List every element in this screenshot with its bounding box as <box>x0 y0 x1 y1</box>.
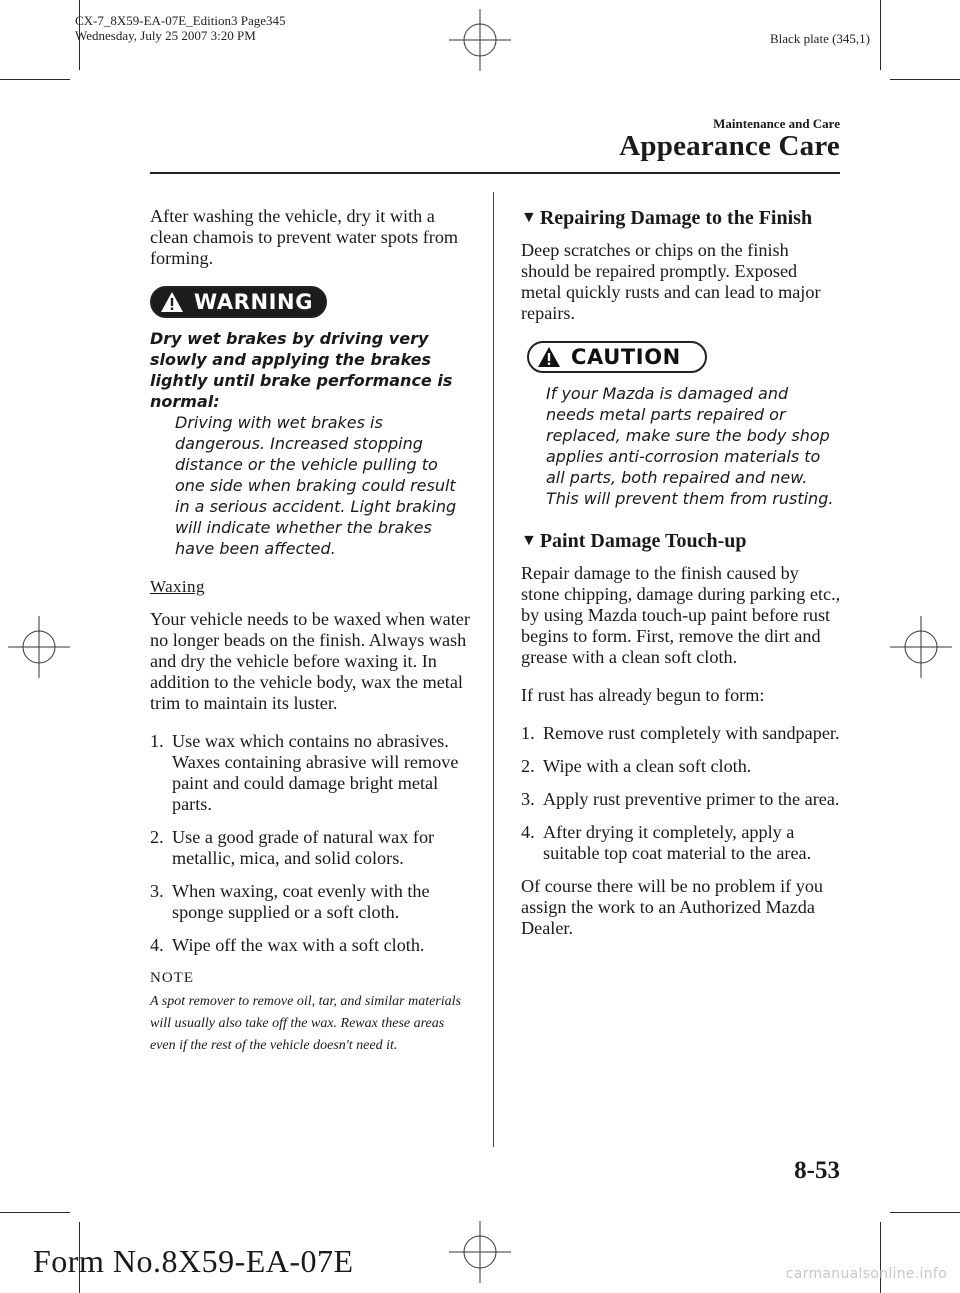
crop-mark <box>0 79 70 80</box>
list-item: 2. Use a good grade of natural wax for metallic, mica, and solid colors. <box>150 827 435 868</box>
page-number: 8-53 <box>794 1157 840 1184</box>
list-item: 4. After drying it completely, apply a suitable top coat material to the area. <box>521 822 812 863</box>
plate-info: Black plate (345,1) <box>770 31 870 46</box>
header-rule <box>150 172 840 174</box>
waxing-steps <box>150 731 470 956</box>
list-item: 2. Wipe with a clean soft cloth. <box>521 756 752 776</box>
column-divider <box>493 192 494 1147</box>
note-text: A spot remover to remove oil, tar, and similar materials will usually also take off the wax. Rewax these areas even if the rest of the vehicle doesn't need it. <box>150 994 461 1053</box>
list-item: 1. Remove rust completely with sandpaper. <box>521 723 840 743</box>
caution-badge <box>527 341 707 373</box>
section-label: Maintenance and Care <box>713 116 840 131</box>
touchup-heading <box>521 529 841 553</box>
warning-heading: Dry wet brakes by driving very slowly and applying the brakes lightly until brake performance is normal: <box>150 329 453 411</box>
repair-title: Repairing Damage to the Finish <box>539 207 813 229</box>
triangle-marker-icon: ▼ <box>521 532 537 549</box>
watermark: carmanualsonline.info <box>785 1266 947 1282</box>
triangle-marker-icon: ▼ <box>521 209 537 226</box>
rust-steps <box>521 723 841 864</box>
touchup-paragraph: Repair damage to the finish caused by stone chipping, damage during parking etc., by using Mazda touch-up paint before rust begins to form. First, remove the dirt and grease with a clean soft cloth. <box>521 563 841 667</box>
page-title: Appearance Care <box>619 130 840 162</box>
file-info <box>75 13 286 43</box>
registration-mark-icon <box>890 616 952 678</box>
crop-mark <box>890 79 960 80</box>
crop-mark <box>890 1212 960 1213</box>
caution-triangle-icon <box>537 346 561 368</box>
right-column <box>521 206 841 939</box>
caution-box <box>521 341 841 373</box>
left-column <box>150 206 470 1057</box>
repair-heading <box>521 206 841 230</box>
list-item: 3. When waxing, coat evenly with the sponge supplied or a soft cloth. <box>150 881 430 922</box>
file-name-line: CX-7_8X59-EA-07E_Edition3 Page345 <box>75 13 286 28</box>
crop-mark <box>0 1212 70 1213</box>
registration-mark-icon <box>449 1221 511 1283</box>
warning-triangle-icon <box>160 291 184 313</box>
registration-mark-icon <box>449 9 511 71</box>
note-label: NOTE <box>150 970 194 986</box>
caution-body: If your Mazda is damaged and needs metal parts repaired or replaced, make sure the body shop applies anti-corrosion materials to all parts, both repaired and new. This will prevent them from rusting. <box>546 384 834 508</box>
waxing-heading: Waxing <box>150 577 205 596</box>
crop-mark <box>880 1222 881 1293</box>
warning-badge <box>150 286 327 318</box>
form-number: Form No.8X59-EA-07E <box>33 1243 354 1279</box>
warning-body: Driving with wet brakes is dangerous. Increased stopping distance or the vehicle pulling to one side when braking could result in a serious accident. Light braking will indicate whether the brakes have been affected. <box>175 413 457 558</box>
closing-paragraph: Of course there will be no problem if you assign the work to an Authorized Mazda Dealer. <box>521 876 824 938</box>
intro-paragraph: After washing the vehicle, dry it with a clean chamois to prevent water spots from forming. <box>150 206 459 268</box>
rust-intro: If rust has already begun to form: <box>521 685 765 705</box>
touchup-title: Paint Damage Touch-up <box>539 530 747 552</box>
caution-label: CAUTION <box>571 344 681 369</box>
list-item: 4. Wipe off the wax with a soft cloth. <box>150 935 425 955</box>
crop-mark <box>880 0 881 70</box>
registration-mark-icon <box>8 616 70 678</box>
waxing-intro: Your vehicle needs to be waxed when water no longer beads on the finish. Always wash and dry the vehicle before waxing it. In addition to the vehicle body, wax the metal trim to maintain its luster. <box>150 609 470 713</box>
list-item: 1. Use wax which contains no abrasives. Waxes containing abrasive will remove paint and could damage bright metal parts. <box>150 731 459 814</box>
warning-label: WARNING <box>194 289 314 314</box>
repair-paragraph: Deep scratches or chips on the finish should be repaired promptly. Exposed metal quickly rusts and can lead to major repairs. <box>521 240 821 323</box>
list-item: 3. Apply rust preventive primer to the area. <box>521 789 840 809</box>
date-line: Wednesday, July 25 2007 3:20 PM <box>75 28 256 43</box>
warning-box <box>150 286 470 318</box>
